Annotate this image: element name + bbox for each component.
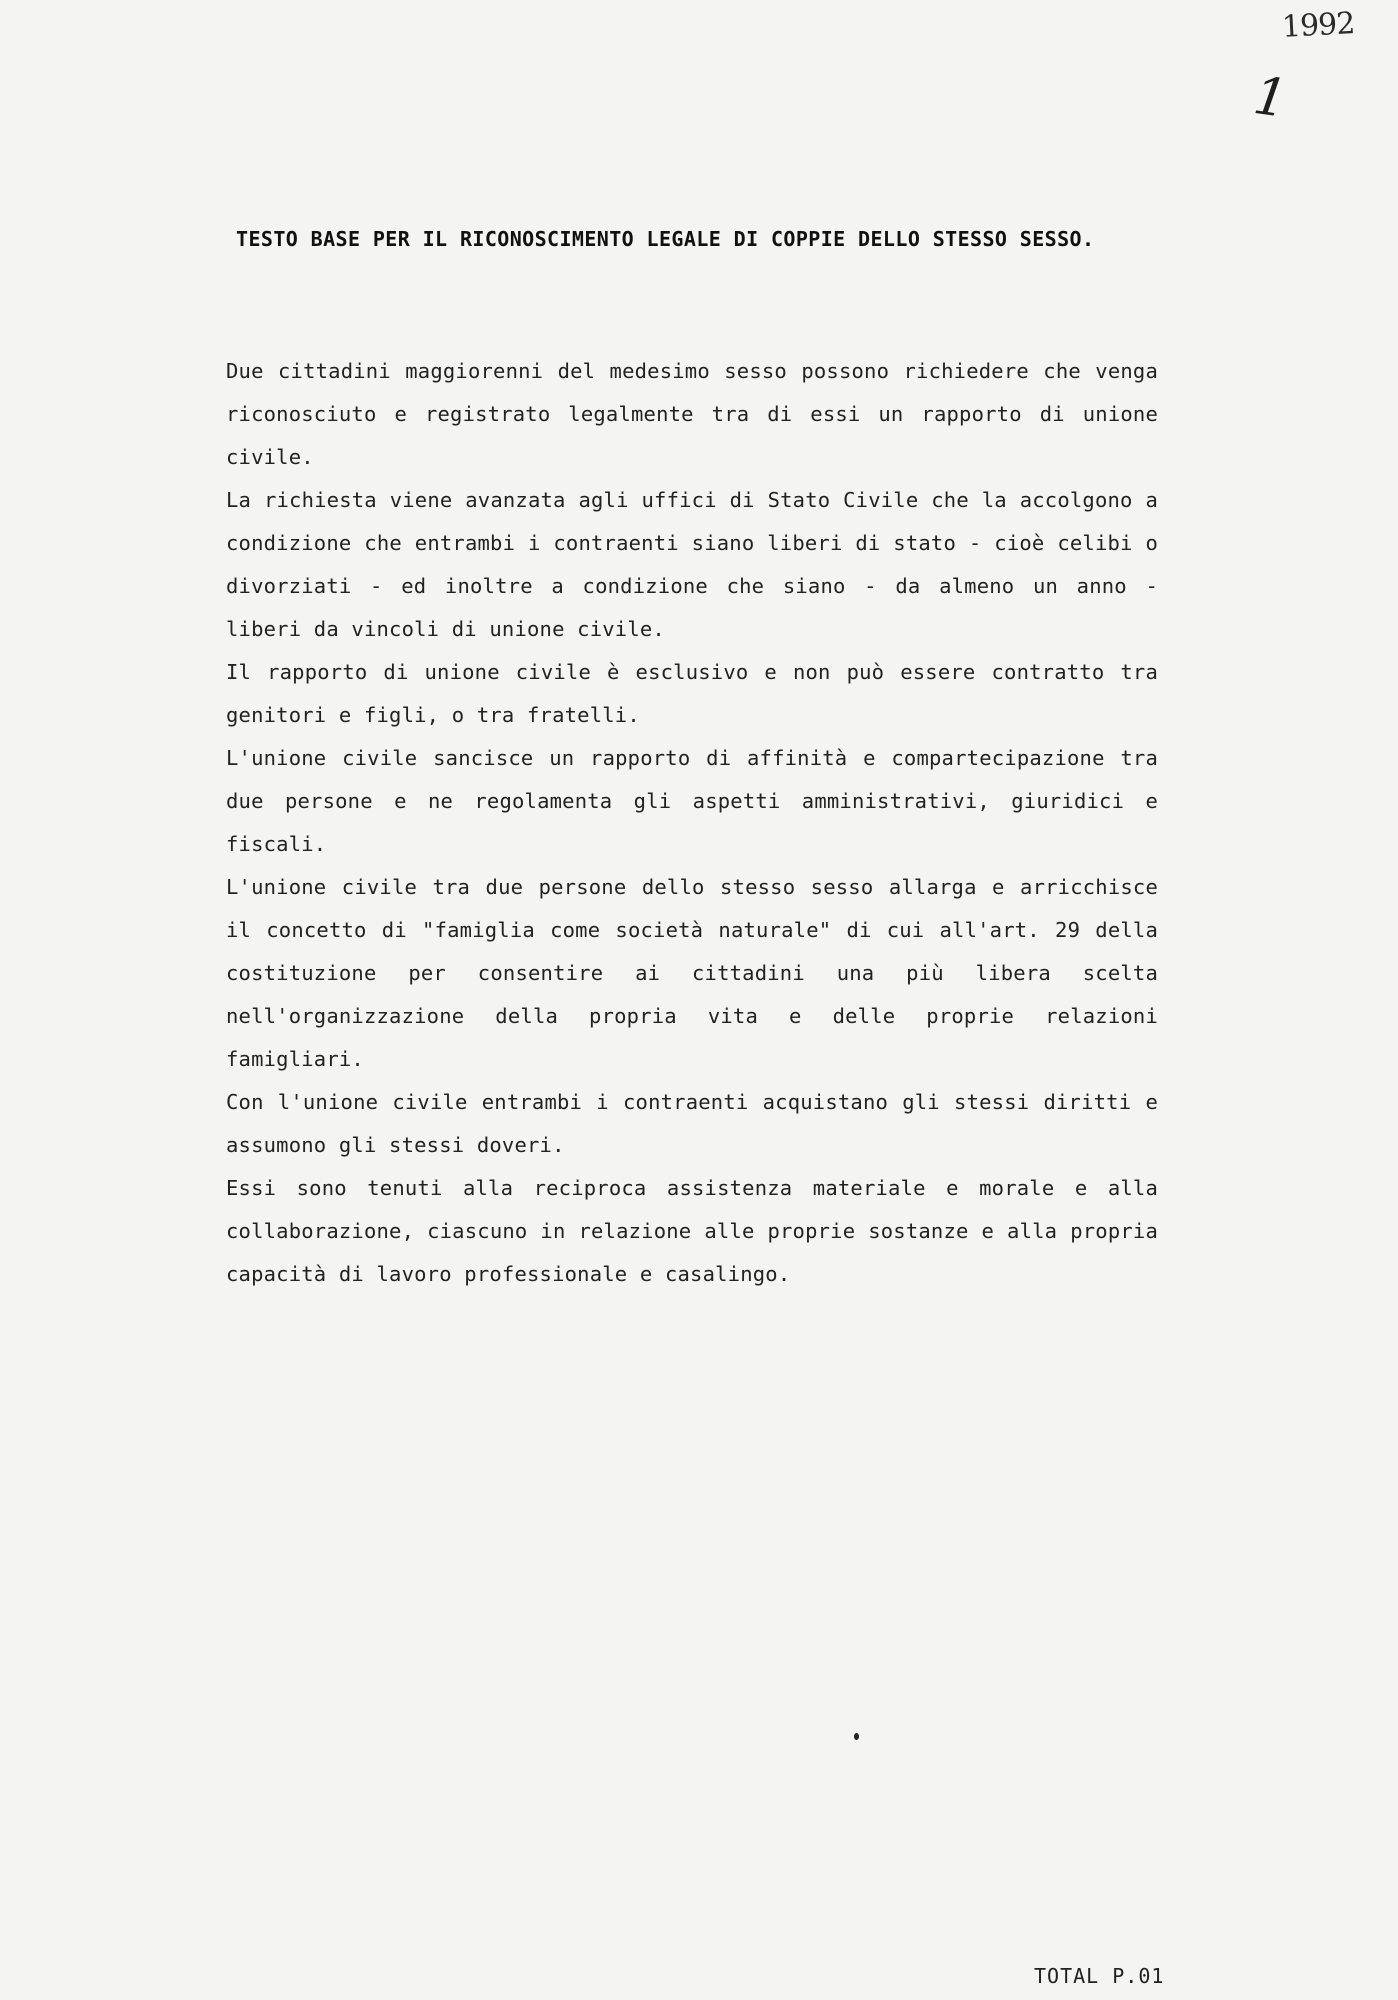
document-body	[226, 350, 1158, 1296]
handwritten-year: 1992	[1281, 6, 1356, 45]
paragraph-rights-duties: Con l'unione civile entrambi i contraenti acquistano gli stessi diritti e assumono gli stessi doveri.	[226, 1090, 1158, 1157]
paragraph-family-concept: L'unione civile tra due persone dello stesso sesso allarga e arricchisce il concetto di "famiglia come società naturale" di cui all'art. 29 della costituzione per consentire ai cittadini una più libera scelta nell'organizzazione della propria vita e delle proprie relazioni famigliari.	[226, 875, 1158, 1071]
paragraph-assistance: Essi sono tenuti alla reciproca assistenza materiale e morale e alla collaborazione, ciascuno in relazione alle proprie sostanze e alla propria capacità di lavoro professionale e casalingo.	[226, 1176, 1158, 1286]
ink-speck	[854, 1733, 859, 1740]
paragraph-request-conditions: La richiesta viene avanzata agli uffici di Stato Civile che la accolgono a condizione che entrambi i contraenti siano liberi di stato - cioè celibi o divorziati - ed inoltre a condizione che siano - da almeno un anno - liberi da vincoli di unione civile.	[226, 488, 1158, 641]
paragraph-exclusivity: Il rapporto di unione civile è esclusivo e non può essere contratto tra genitori e figli, o tra fratelli.	[226, 660, 1158, 727]
document-title: TESTO BASE PER IL RICONOSCIMENTO LEGALE DI COPPIE DELLO STESSO SESSO.	[236, 227, 1095, 251]
paragraph-affinity: L'unione civile sancisce un rapporto di affinità e compartecipazione tra due persone e ne regolamenta gli aspetti amministrativi, giuridici e fiscali.	[226, 746, 1158, 856]
paragraph-eligibility: Due cittadini maggiorenni del medesimo sesso possono richiedere che venga riconosciuto e registrato legalmente tra di essi un rapporto di unione civile.	[226, 359, 1158, 469]
handwritten-page-number: 1	[1249, 65, 1292, 131]
fax-total-pages: TOTAL P.01	[1034, 1964, 1165, 1988]
